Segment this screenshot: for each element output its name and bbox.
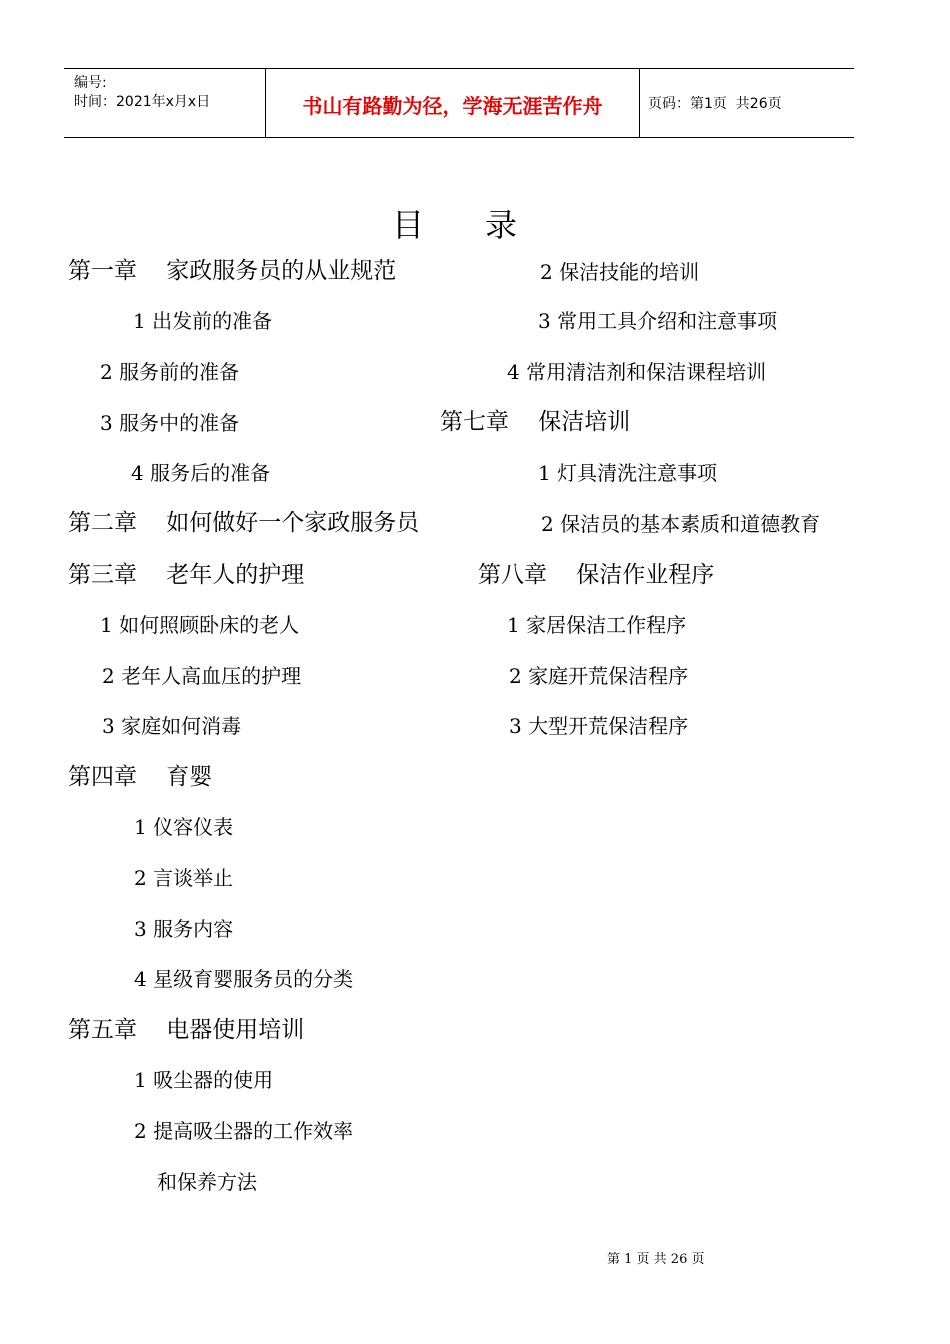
document-number-label: 编号: (74, 75, 107, 91)
toc-section: 4 常用清洁剂和保洁课程培训 (507, 360, 767, 384)
header-page-label: 页码：第1页 共26页 (648, 96, 782, 112)
document-time-label: 时间：2021年x月x日 (74, 94, 211, 110)
toc-section: 1 灯具清洗注意事项 (538, 461, 718, 485)
toc-chapter-3: 第三章 老年人的护理 (68, 562, 305, 588)
toc-chapter-1: 第一章 家政服务员的从业规范 (68, 258, 397, 284)
toc-section: 3 大型开荒保洁程序 (509, 714, 689, 738)
toc-chapter-5: 第五章 电器使用培训 (68, 1017, 305, 1043)
toc-section: 1 家居保洁工作程序 (507, 613, 687, 637)
toc-chapter-4: 第四章 育婴 (68, 764, 213, 790)
document-header (64, 68, 854, 138)
toc-section: 3 服务内容 (134, 917, 234, 941)
toc-section: 2 提高吸尘器的工作效率 (134, 1119, 354, 1143)
toc-section: 1 如何照顾卧床的老人 (100, 613, 300, 637)
toc-section: 2 保洁员的基本素质和道德教育 (541, 512, 821, 536)
toc-section: 2 家庭开荒保洁程序 (509, 664, 689, 688)
toc-chapter-7: 第七章 保洁培训 (440, 409, 631, 435)
toc-section: 3 家庭如何消毒 (102, 714, 242, 738)
toc-section: 1 仪容仪表 (134, 815, 234, 839)
toc-chapter-8: 第八章 保洁作业程序 (478, 562, 715, 588)
toc-section: 4 服务后的准备 (131, 461, 271, 485)
toc-section: 3 服务中的准备 (100, 411, 240, 435)
header-info-cell (64, 69, 265, 137)
header-motto-cell (265, 69, 640, 137)
toc-section: 2 服务前的准备 (100, 360, 240, 384)
toc-section: 3 常用工具介绍和注意事项 (538, 309, 778, 333)
toc-section: 1 吸尘器的使用 (134, 1068, 274, 1092)
header-page-cell (639, 69, 854, 137)
toc-section: 2 老年人高血压的护理 (102, 664, 302, 688)
toc-section: 2 保洁技能的培训 (540, 260, 700, 284)
toc-section: 1 出发前的准备 (133, 309, 273, 333)
page-title: 目 录 (392, 206, 518, 244)
toc-section-continuation: 和保养方法 (157, 1170, 257, 1194)
toc-section: 4 星级育婴服务员的分类 (134, 967, 354, 991)
toc-section: 2 言谈举止 (134, 866, 234, 890)
page-footer: 第 1 页 共 26 页 (607, 1252, 705, 1267)
toc-chapter-2: 第二章 如何做好一个家政服务员 (68, 510, 420, 536)
header-motto: 书山有路勤为径，学海无涯苦作舟 (302, 94, 603, 118)
